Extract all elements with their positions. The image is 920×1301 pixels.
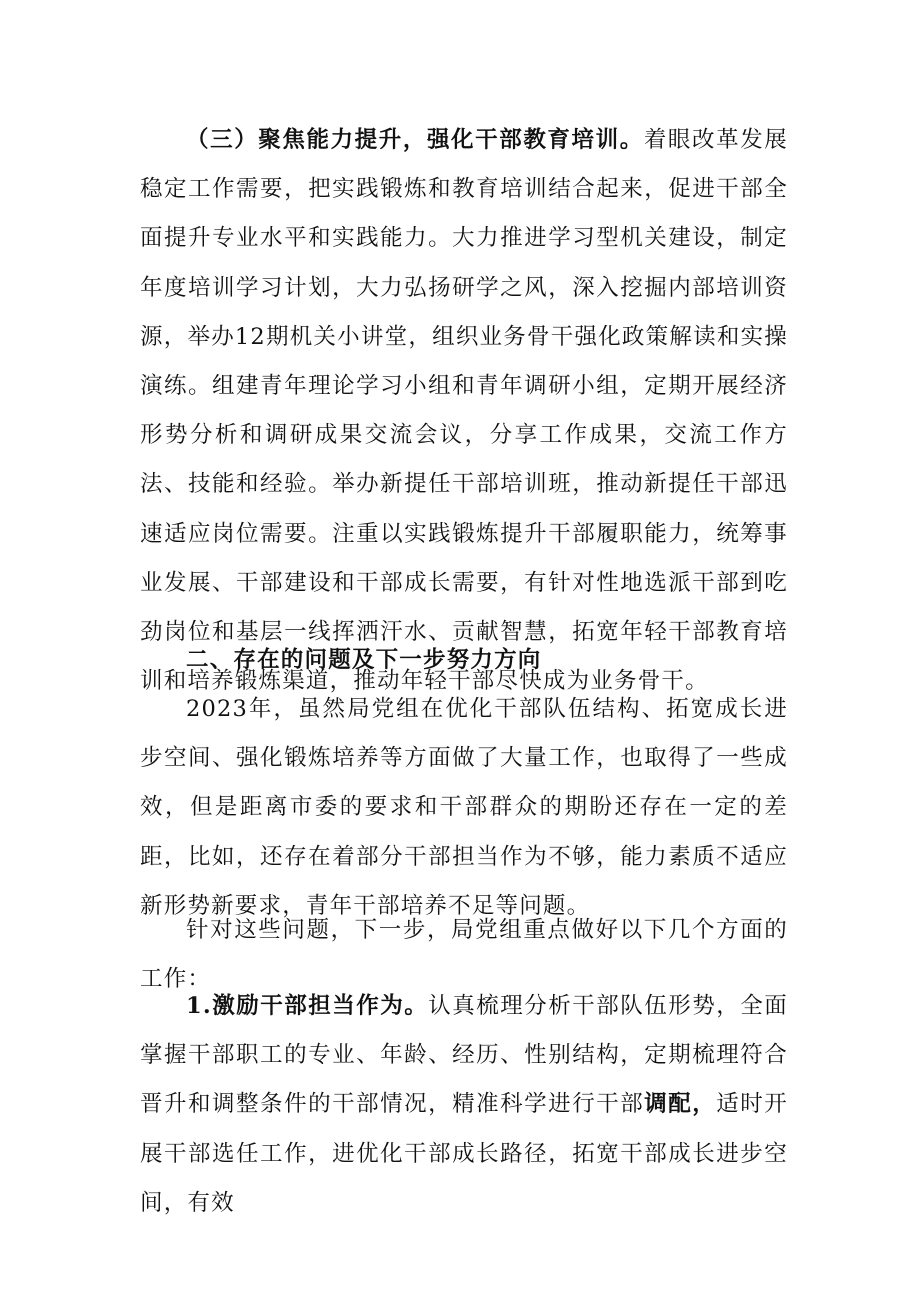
section-3-paragraph <box>140 116 788 706</box>
item-1-body-part1: 认真梳理分析干部队伍形势，全面掌握干部职工的专业、年龄、经历、性别结构，定期梳理符合晋升和调整条件的干部情况，精准科学进行干部 <box>140 993 788 1118</box>
section-2-heading: 二、存在的问题及下一步努力方向 <box>186 647 542 673</box>
next-steps-paragraph: 针对这些问题，下一步，局党组重点做好以下几个方面的工作： <box>140 917 788 993</box>
item-1-paragraph <box>140 982 788 1228</box>
item-1-body-bold: 调配， <box>644 1091 717 1118</box>
section-3-body: 着眼改革发展稳定工作需要，把实践锻炼和教育培训结合起来，促进干部全面提升专业水平和实践能力。大力推进学习型机关建设，制定年度培训学习计划，大力弘扬研学之风，深入挖掘内部培训资源，举办12期机关小讲堂，组织业务骨干强化政策解读和实操演练。组建青年理论学习小组和青年调研小组，定期开展经济形势分析和调研成果交流会议，分享工作成果，交流工作方法、技能和经验。举办新提任干部培训班，推动新提任干部迅速适应岗位需要。注重以实践锻炼提升干部履职能力，统筹事业发展、干部建设和干部成长需要，有针对性地选派干部到吃劲岗位和基层一线挥洒汗水、贡献智慧，拓宽年轻干部教育培训和培养锻炼渠道，推动年轻干部尽快成为业务骨干。 <box>140 127 788 695</box>
item-1-title: 1.激励干部担当作为。 <box>186 993 429 1019</box>
section-3-title: （三）聚焦能力提升，强化干部教育培训。 <box>186 127 644 153</box>
problems-paragraph: 2023年，虽然局党组在优化干部队伍结构、拓宽成长进步空间、强化锻炼培养等方面做了大量工作，也取得了一些成效，但是距离市委的要求和干部群众的期盼还存在一定的差距，比如，还存在着部分干部担当作为不够，能力素质不适应新形势新要求，青年干部培养不足等问题。 <box>140 696 788 919</box>
item-1-body-part2: 适时开展干部选任工作，进优化干部成长路径，拓宽干部成长进步空间，有效 <box>140 1091 789 1216</box>
